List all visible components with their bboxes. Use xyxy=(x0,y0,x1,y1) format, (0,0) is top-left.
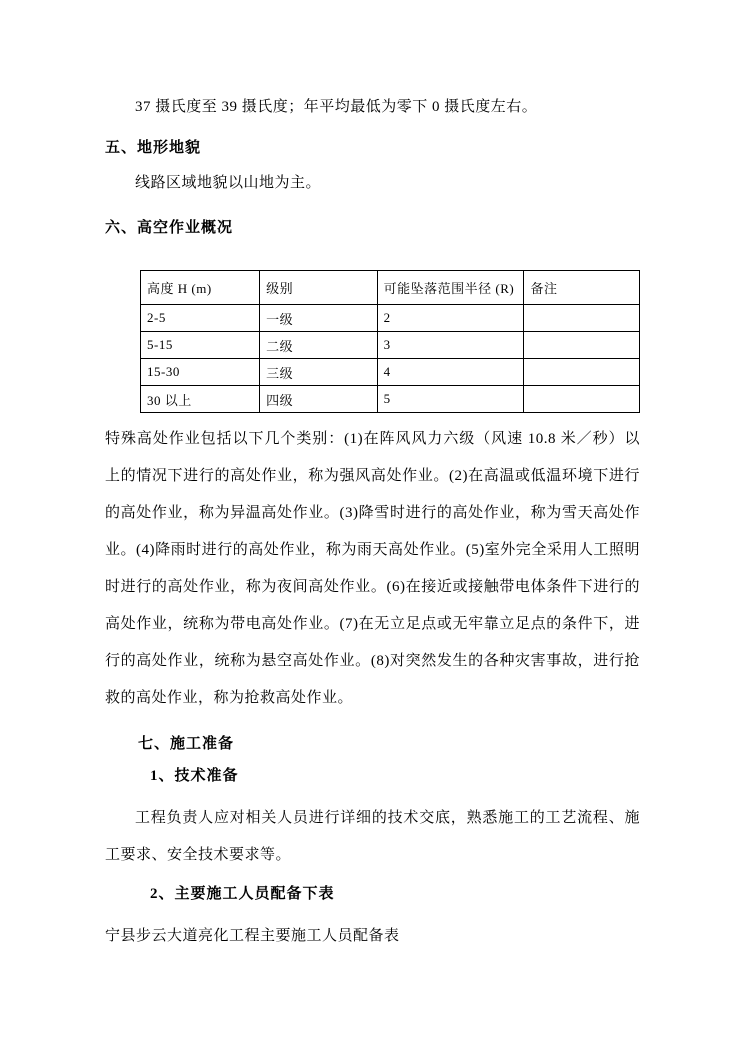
cell-radius: 4 xyxy=(377,359,524,386)
heading-section-7-construction-prep: 七、施工准备 xyxy=(138,736,235,752)
subheading-staffing-table: 2、主要施工人员配备下表 xyxy=(150,886,335,902)
table-row xyxy=(141,332,640,359)
cell-height: 2-5 xyxy=(141,305,260,332)
heading-section-5-terrain: 五、地形地貌 xyxy=(105,140,202,156)
cell-remarks xyxy=(524,359,640,386)
cell-height: 15-30 xyxy=(141,359,260,386)
table-row xyxy=(141,305,640,332)
cell-grade: 四级 xyxy=(260,386,377,413)
cell-height: 30 以上 xyxy=(141,386,260,413)
cell-grade: 一级 xyxy=(260,305,377,332)
cell-grade: 三级 xyxy=(260,359,377,386)
cell-remarks xyxy=(524,305,640,332)
table-row xyxy=(141,359,640,386)
paragraph-technical-prep: 工程负责人应对相关人员进行详细的技术交底，熟悉施工的工艺流程、施工要求、安全技术要求等。 xyxy=(105,810,640,863)
altitude-grade-table xyxy=(140,270,640,413)
table-header-remarks: 备注 xyxy=(524,271,640,305)
table-header-grade: 级别 xyxy=(260,271,377,305)
cell-height: 5-15 xyxy=(141,332,260,359)
paragraph-special-high-altitude-work: 特殊高处作业包括以下几个类别：(1)在阵风风力六级（风速 10.8 米／秒）以上的情况下进行的高处作业，称为强风高处作业。(2)在高温或低温环境下进行的高处作业，称为异温高处作业。(3)降雪时进行的高处作业，称为雪天高处作业。(4)降雨时进行的高处作业，称为雨天高处作业。(5)室外完全采用人工照明时进行的高处作业，称为夜间高处作业。(6)在接近或接触带电体条件下进行的高处作业，统称为带电高处作业。(7)在无立足点或无牢靠立足点的条件下，进行的高处作业，统称为悬空高处作业。(8)对突然发生的各种灾害事故，进行抢救的高处作业，称为抢救高处作业。 xyxy=(105,431,640,706)
table-header-height: 高度 H (m) xyxy=(141,271,260,305)
table-header-fall-radius: 可能坠落范围半径 (R) xyxy=(377,271,524,305)
table-header-row xyxy=(141,271,640,305)
subheading-technical-prep: 1、技术准备 xyxy=(150,768,239,784)
table-row xyxy=(141,386,640,413)
paragraph-terrain: 线路区域地貌以山地为主。 xyxy=(135,175,322,191)
cell-radius: 5 xyxy=(377,386,524,413)
heading-section-6-high-altitude: 六、高空作业概况 xyxy=(105,220,234,236)
cell-remarks xyxy=(524,386,640,413)
paragraph-temperature: 37 摄氏度至 39 摄氏度；年平均最低为零下 0 摄氏度左右。 xyxy=(135,99,538,115)
cell-radius: 2 xyxy=(377,305,524,332)
cell-radius: 3 xyxy=(377,332,524,359)
staffing-table-caption: 宁县步云大道亮化工程主要施工人员配备表 xyxy=(105,928,400,944)
cell-remarks xyxy=(524,332,640,359)
cell-grade: 二级 xyxy=(260,332,377,359)
